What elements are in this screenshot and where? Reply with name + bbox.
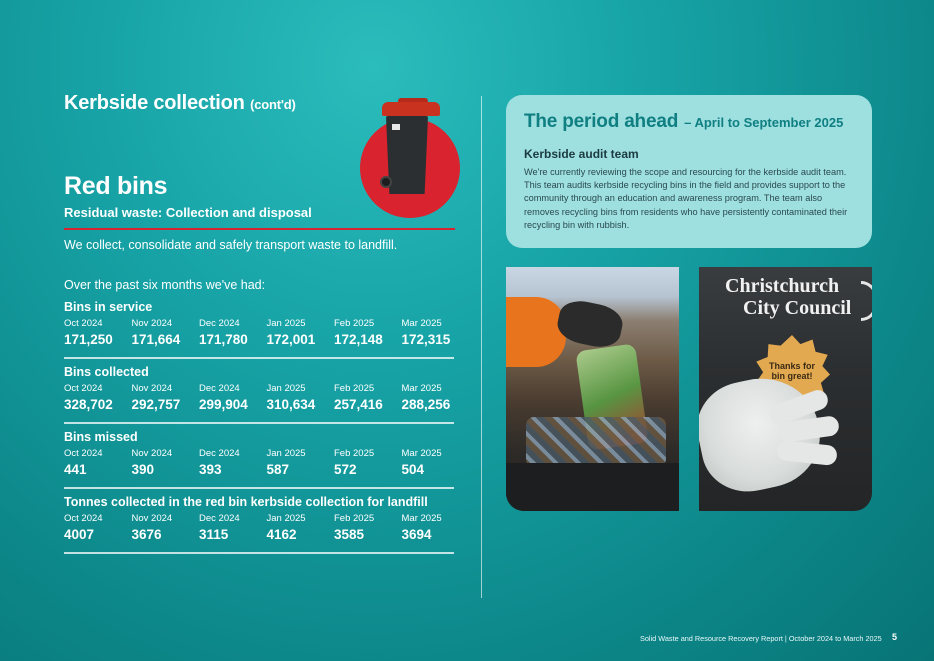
stat-divider bbox=[64, 487, 454, 489]
stat-month: Jan 2025 bbox=[266, 448, 306, 459]
badge-line2: bin great! bbox=[771, 371, 813, 381]
stat-month: Dec 2024 bbox=[199, 513, 240, 524]
stat-tonnes-collected bbox=[64, 495, 455, 560]
stat-value: 299,904 bbox=[199, 397, 248, 412]
stat-row bbox=[64, 513, 455, 542]
kerbside-title: Kerbside collection bbox=[64, 92, 245, 114]
stat-cell bbox=[334, 448, 402, 477]
stat-title: Tonnes collected in the red bin kerbside collection for landfill bbox=[64, 495, 428, 509]
stat-cell bbox=[267, 318, 335, 347]
stat-title: Bins collected bbox=[64, 365, 149, 379]
stat-value: 390 bbox=[131, 462, 155, 477]
stat-bins-missed bbox=[64, 430, 455, 495]
stat-month: Dec 2024 bbox=[199, 448, 240, 459]
stat-divider bbox=[64, 357, 454, 359]
stat-cell bbox=[267, 448, 335, 477]
photo-council-sign bbox=[699, 267, 872, 511]
stats-list bbox=[64, 300, 455, 560]
stat-month: Mar 2025 bbox=[401, 318, 442, 329]
stat-cell bbox=[199, 383, 267, 412]
stat-cell bbox=[132, 513, 200, 542]
stat-cell bbox=[402, 513, 470, 542]
bin-lid bbox=[382, 102, 440, 116]
stat-cell bbox=[64, 448, 132, 477]
stat-value: 4162 bbox=[266, 527, 297, 542]
stat-value: 310,634 bbox=[266, 397, 316, 412]
stat-cell bbox=[132, 318, 200, 347]
orange-sleeve bbox=[506, 297, 566, 367]
badge-line1: Thanks for bbox=[768, 361, 815, 371]
stat-value: 3585 bbox=[334, 527, 365, 542]
period-ahead-panel bbox=[506, 95, 872, 248]
red-bin-illustration bbox=[358, 98, 462, 220]
period-title: The period ahead bbox=[524, 111, 679, 132]
kerbside-cont: (cont'd) bbox=[250, 97, 296, 112]
stat-value: 257,416 bbox=[334, 397, 383, 412]
stat-cell bbox=[199, 513, 267, 542]
stat-month: Oct 2024 bbox=[64, 448, 103, 459]
footer-report-title: Solid Waste and Resource Recovery Report | October 2024 to March 2025 bbox=[640, 634, 882, 643]
stat-value: 172,001 bbox=[266, 332, 316, 347]
stat-value: 504 bbox=[401, 462, 425, 477]
stat-cell bbox=[402, 448, 470, 477]
stat-value: 4007 bbox=[64, 527, 95, 542]
stat-bins-collected bbox=[64, 365, 455, 430]
red-bins-subtitle: Residual waste: Collection and disposal bbox=[64, 205, 312, 220]
stat-divider bbox=[64, 422, 454, 424]
stat-month: Dec 2024 bbox=[199, 383, 240, 394]
stat-value: 172,148 bbox=[334, 332, 383, 347]
page-number: 5 bbox=[892, 632, 898, 642]
stat-month: Feb 2025 bbox=[334, 383, 375, 394]
stat-value: 441 bbox=[64, 462, 87, 477]
stat-title: Bins missed bbox=[64, 430, 138, 444]
stat-month: Mar 2025 bbox=[401, 513, 442, 524]
stat-month: Feb 2025 bbox=[334, 318, 375, 329]
council-logo-arc bbox=[861, 281, 872, 321]
stat-cell bbox=[64, 513, 132, 542]
stat-cell bbox=[199, 448, 267, 477]
stat-value: 3115 bbox=[199, 527, 229, 542]
column-divider bbox=[481, 96, 482, 598]
stat-value: 3676 bbox=[131, 527, 162, 542]
stat-value: 572 bbox=[334, 462, 357, 477]
council-sign-text bbox=[725, 275, 851, 319]
stat-cell bbox=[64, 318, 132, 347]
bin-sticker bbox=[392, 124, 400, 130]
audit-body: We're currently reviewing the scope and resourcing for the kerbside audit team. This team audits kerbside recycling bins in the field and provides support to the community through an education and awareness program. The team also removes recycling bins from residents who have persistently contaminated their recycling bin with rubbish. bbox=[524, 167, 848, 230]
stat-month: Jan 2025 bbox=[266, 318, 306, 329]
red-bins-title: Red bins bbox=[64, 172, 168, 200]
stat-month: Mar 2025 bbox=[401, 448, 442, 459]
stat-cell bbox=[64, 383, 132, 412]
council-sign-line1: Christchurch bbox=[725, 275, 840, 297]
section-title bbox=[64, 92, 296, 115]
stat-month: Oct 2024 bbox=[64, 318, 103, 329]
photo-bin-audit bbox=[506, 267, 679, 511]
stat-value: 328,702 bbox=[64, 397, 113, 412]
stat-value: 3694 bbox=[401, 527, 432, 542]
stat-cell bbox=[334, 318, 402, 347]
intro-text: We collect, consolidate and safely transport waste to landfill. bbox=[64, 238, 398, 252]
stat-value: 587 bbox=[266, 462, 290, 477]
stat-cell bbox=[132, 448, 200, 477]
stat-month: Feb 2025 bbox=[334, 513, 375, 524]
stat-value: 288,256 bbox=[401, 397, 451, 412]
stat-row bbox=[64, 383, 455, 412]
stat-month: Oct 2024 bbox=[64, 513, 103, 524]
stat-month: Nov 2024 bbox=[131, 318, 173, 329]
stat-value: 292,757 bbox=[131, 397, 181, 412]
stat-cell bbox=[402, 318, 470, 347]
stat-month: Jan 2025 bbox=[266, 383, 306, 394]
stat-value: 393 bbox=[199, 462, 222, 477]
stat-value: 171,250 bbox=[64, 332, 113, 347]
stat-month: Dec 2024 bbox=[199, 318, 240, 329]
stat-cell bbox=[199, 318, 267, 347]
stat-month: Oct 2024 bbox=[64, 383, 103, 394]
stat-title: Bins in service bbox=[64, 300, 153, 314]
stat-value: 172,315 bbox=[401, 332, 451, 347]
period-range: – April to September 2025 bbox=[684, 115, 844, 130]
bin-wheel bbox=[380, 176, 392, 188]
audit-title: Kerbside audit team bbox=[524, 147, 639, 161]
red-divider bbox=[64, 228, 455, 230]
stat-cell bbox=[334, 513, 402, 542]
stat-month: Mar 2025 bbox=[401, 383, 442, 394]
stat-month: Nov 2024 bbox=[131, 513, 173, 524]
stat-cell bbox=[402, 383, 470, 412]
stat-value: 171,780 bbox=[199, 332, 248, 347]
stat-cell bbox=[267, 383, 335, 412]
council-sign-line2: City Council bbox=[743, 297, 852, 319]
stat-month: Feb 2025 bbox=[334, 448, 375, 459]
past-months-text: Over the past six months we've had: bbox=[64, 278, 266, 292]
bin-rim bbox=[506, 463, 679, 511]
stat-row bbox=[64, 318, 455, 347]
stat-cell bbox=[132, 383, 200, 412]
stat-cell bbox=[334, 383, 402, 412]
bin-contents bbox=[526, 417, 666, 467]
stat-month: Nov 2024 bbox=[131, 383, 173, 394]
stat-bins-in-service bbox=[64, 300, 455, 365]
stat-month: Nov 2024 bbox=[131, 448, 173, 459]
stat-divider bbox=[64, 552, 454, 554]
stat-row bbox=[64, 448, 455, 477]
period-heading bbox=[524, 111, 854, 133]
stat-value: 171,664 bbox=[131, 332, 181, 347]
stat-cell bbox=[267, 513, 335, 542]
stat-month: Jan 2025 bbox=[266, 513, 306, 524]
